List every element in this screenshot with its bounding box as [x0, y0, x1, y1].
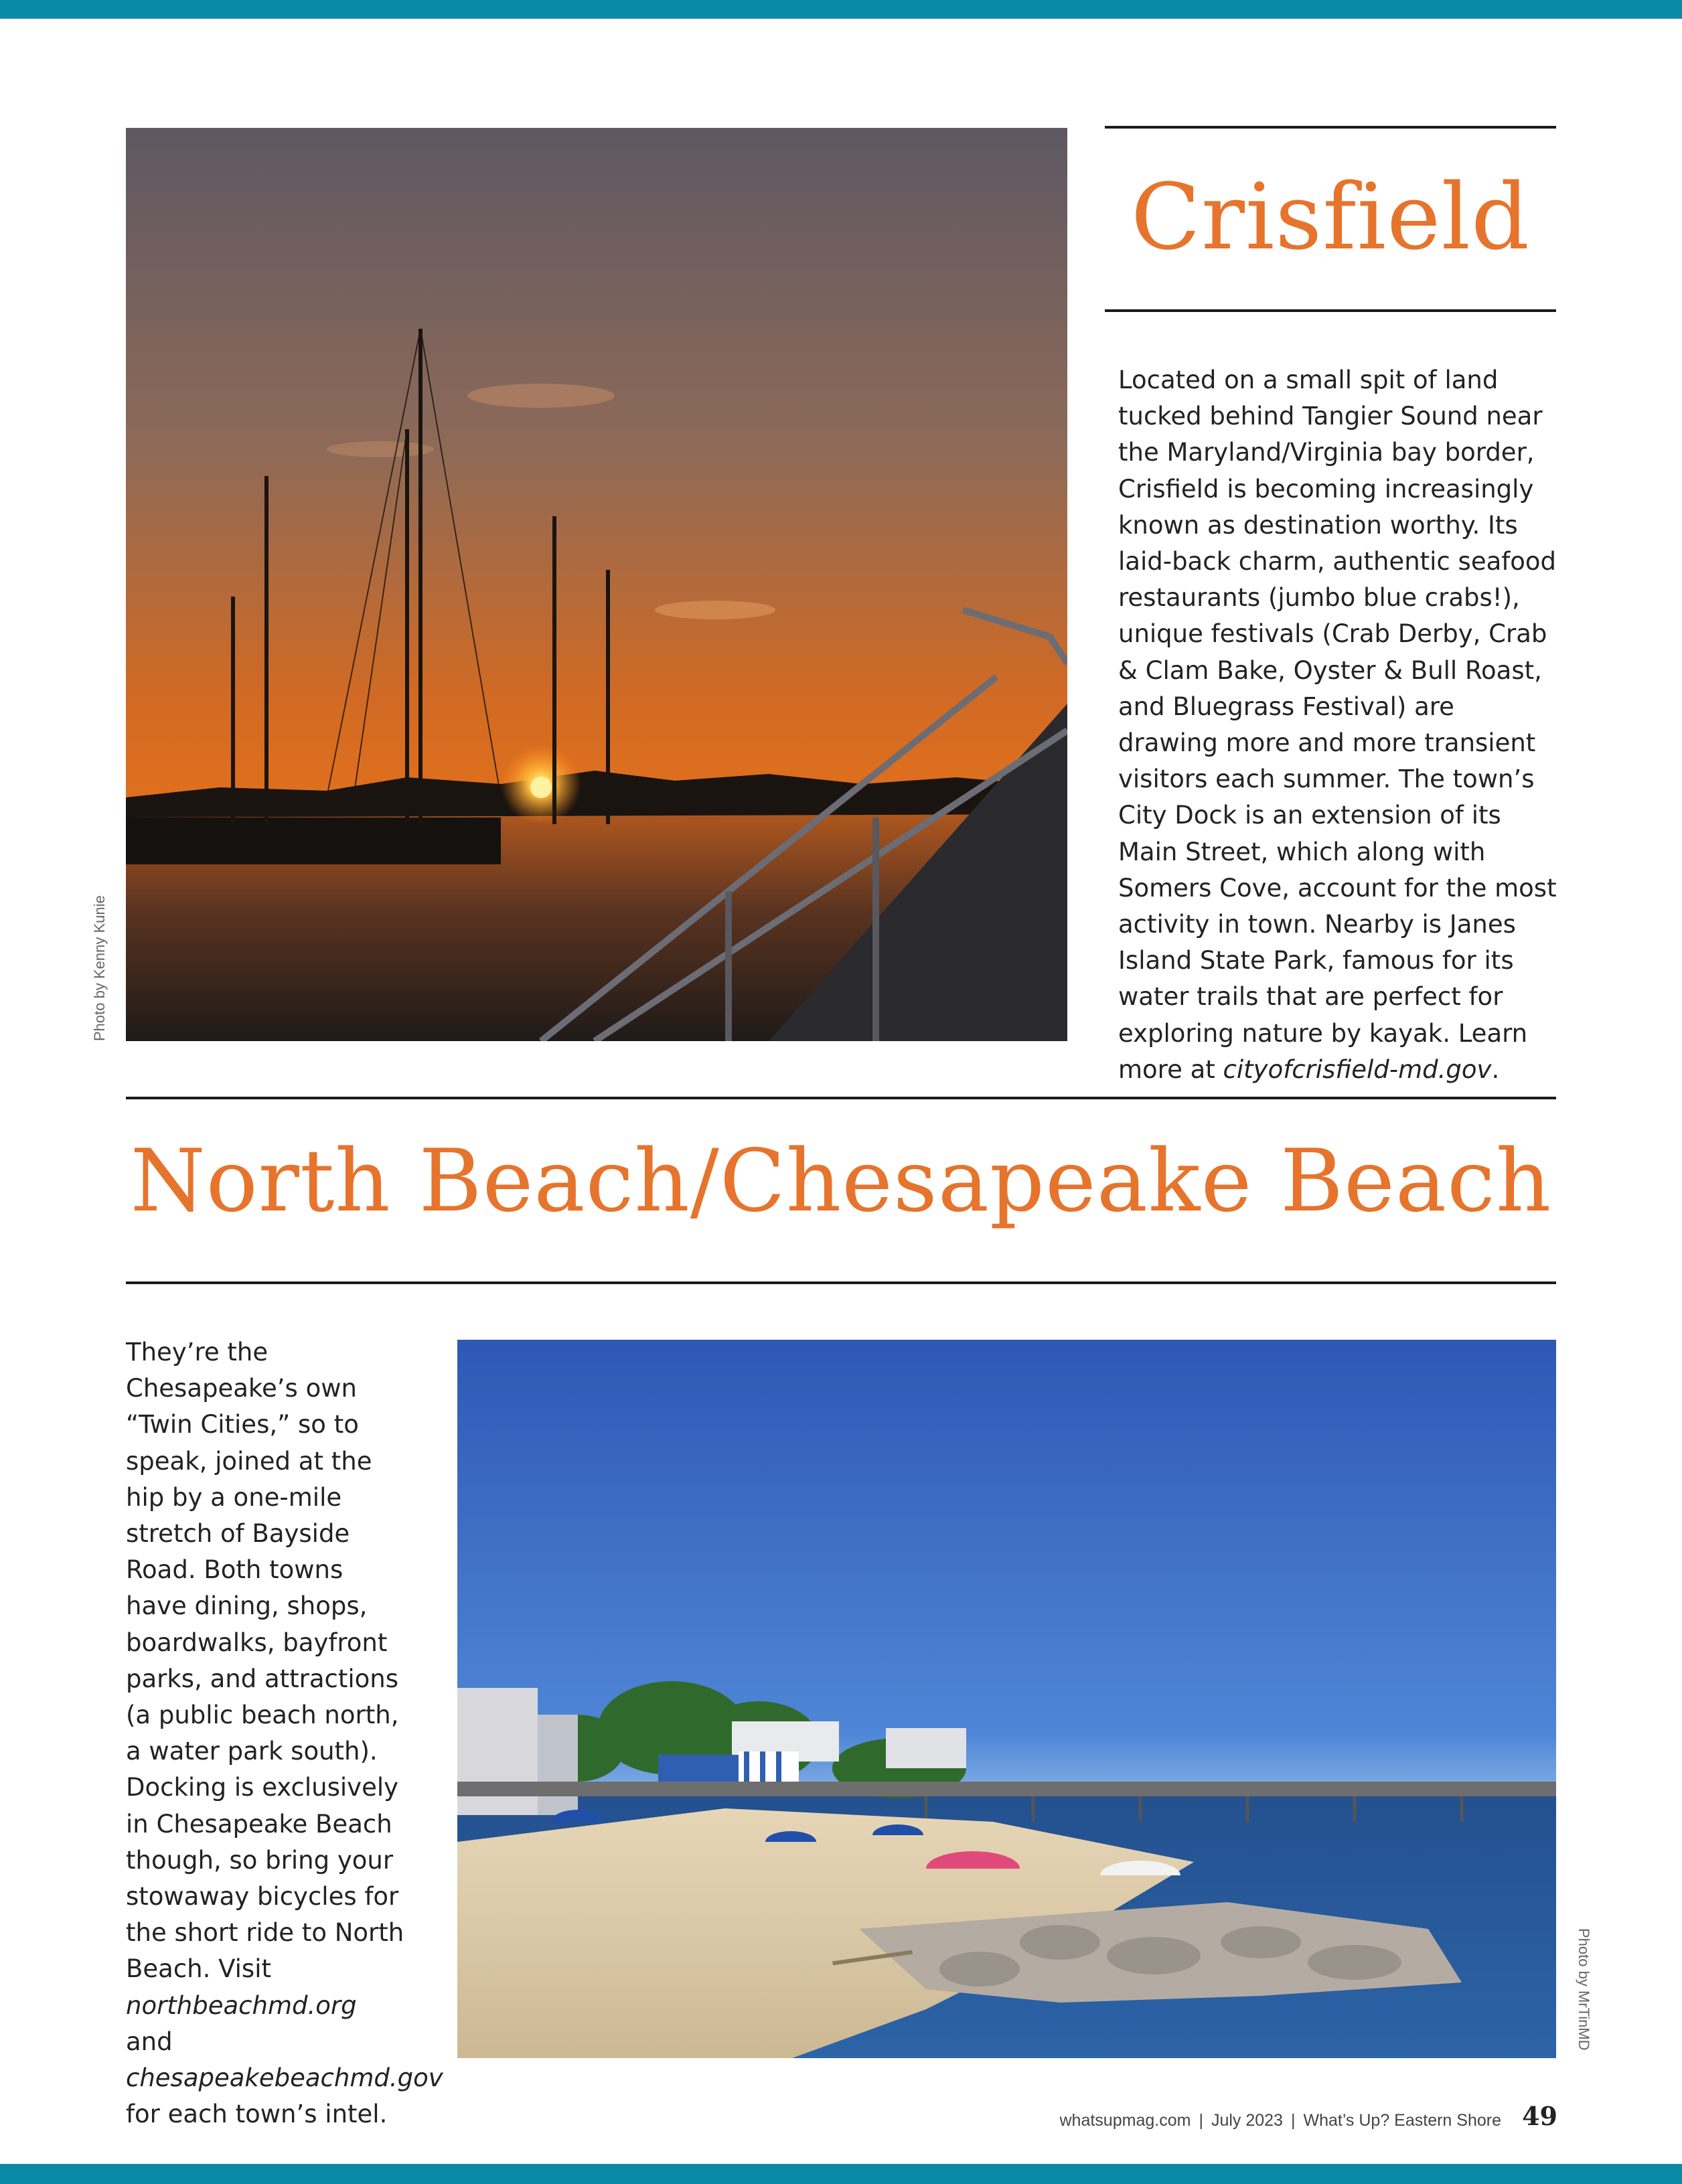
- crisfield-photo-credit: Photo by Kenny Kunie: [91, 895, 108, 1041]
- page-number: 49: [1522, 2101, 1557, 2131]
- crisfield-body-end: .: [1491, 1055, 1500, 1084]
- footer-separator: |: [1290, 2111, 1296, 2130]
- north-beach-article-text: [126, 1334, 443, 2132]
- north-beach-bottom-rule: [126, 1281, 1556, 1284]
- crisfield-website-link[interactable]: cityofcrisfield-md.gov: [1223, 1055, 1492, 1084]
- top-accent-band: [0, 0, 1682, 19]
- beach-scene-illustration: [457, 1340, 1556, 2058]
- north-beach-website-link[interactable]: northbeachmd.org: [126, 1991, 357, 2020]
- north-beach-body-mid: and: [126, 2027, 173, 2056]
- crisfield-sunset-photo: [126, 128, 1067, 1041]
- footer-separator: |: [1199, 2111, 1203, 2130]
- chesapeake-beach-website-link[interactable]: chesapeakebeachmd.gov: [126, 2063, 443, 2093]
- crisfield-top-rule: [1105, 126, 1556, 129]
- footer-publication: What’s Up? Eastern Shore: [1303, 2111, 1501, 2130]
- crisfield-heading: Crisfield: [1130, 165, 1531, 270]
- footer-site: whatsupmag.com: [1059, 2111, 1191, 2130]
- north-beach-body-end: for each town’s intel.: [126, 2100, 388, 2129]
- north-beach-photo: [457, 1340, 1556, 2058]
- north-beach-top-rule: [126, 1097, 1556, 1099]
- north-beach-photo-credit: Photo by MrTinMD: [1576, 1928, 1592, 2051]
- north-beach-heading: North Beach/Chesapeake Beach: [130, 1132, 1552, 1231]
- crisfield-article-text: [1118, 362, 1560, 1088]
- bottom-accent-band: [0, 2164, 1682, 2184]
- page-footer: [1060, 2111, 1502, 2130]
- sunset-marina-illustration: [126, 128, 1067, 1041]
- north-beach-body: They’re the Chesapeake’s own “Twin Cities,” so to speak, joined at the hip by a one-mile stretch of Bayside Road. Both towns have dining, shops, boardwalks, bayfront parks, and attractions (a public beach north, a water park south). Docking is exclusively in Chesapeake Beach though, so bring your stowaway bicycles for the short ride to North Beach. Visit: [126, 1338, 404, 1984]
- crisfield-body: Located on a small spit of land tucked behind Tangier Sound near the Maryland/Virginia bay border, Crisfield is becoming increasingly known as destination worthy. Its laid-back charm, authentic seafood restaurants (jumbo blue crabs!), unique festivals (Crab Derby, Crab & Clam Bake, Oyster & Bull Roast, and Bluegrass Festival) are drawing more and more transient visitors each summer. The town’s City Dock is an extension of its Main Street, which along with Somers Cove, account for the most activity in town. Nearby is Janes Island State Park, famous for its water trails that are perfect for exploring nature by kayak. Learn more at: [1118, 366, 1557, 1084]
- footer-date: July 2023: [1211, 2111, 1283, 2130]
- crisfield-bottom-rule: [1105, 309, 1556, 312]
